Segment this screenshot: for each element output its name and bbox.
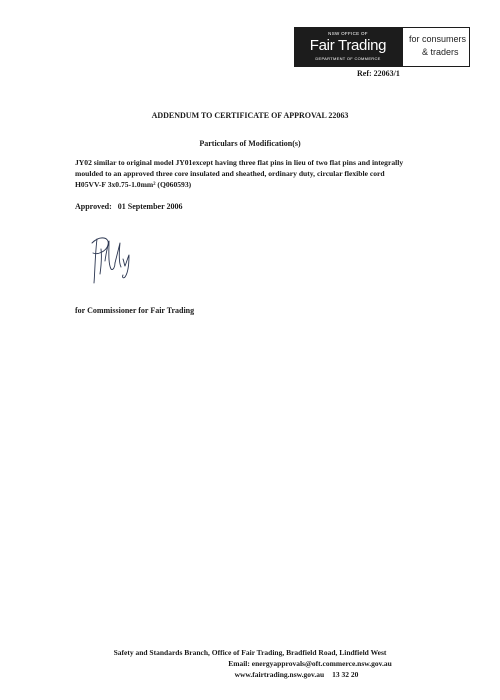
modification-description <box>75 157 465 190</box>
logo-main-text: Fair Trading <box>309 37 387 54</box>
footer-address: Safety and Standards Branch, Office of Fair Trading, Bradfield Road, Lindfield West <box>113 648 387 657</box>
footer-email: Email: energyapprovals@oft.commerce.nsw.gov.au <box>228 659 392 668</box>
handwritten-signature <box>88 233 138 285</box>
logo-top-text: NSW OFFICE OF <box>328 31 368 36</box>
footer-phone: 13 32 20 <box>332 670 359 679</box>
footer-contact <box>0 669 500 680</box>
logo-tagline-line1: for consumers <box>409 34 467 44</box>
logo-bottom-text: DEPARTMENT OF COMMERCE <box>315 56 381 61</box>
footer-website: www.fairtrading.nsw.gov.au <box>234 670 325 679</box>
description-line-2: moulded to an approved three core insulated and sheathed, ordinary duty, circular flexible cord <box>75 169 385 178</box>
signature-caption: for Commissioner for Fair Trading <box>75 306 195 315</box>
fair-trading-logo <box>294 27 470 67</box>
description-line-3: H05VV-F 3x0.75-1.0mm² (Q060593) <box>75 180 192 189</box>
document-title: ADDENDUM TO CERTIFICATE OF APPROVAL 22063 <box>151 111 349 120</box>
approved-date: 01 September 2006 <box>117 202 183 211</box>
logo-tagline-panel <box>402 27 470 67</box>
section-heading: Particulars of Modification(s) <box>199 139 301 148</box>
approval-line <box>75 202 182 211</box>
logo-tagline-line2: & traders <box>422 47 459 57</box>
description-line-1: JY02 similar to original model JY01except having three flat pins in lieu of two flat pins and integrally <box>75 158 404 167</box>
footer <box>0 647 500 680</box>
reference-number: Ref: 22063/1 <box>357 69 400 78</box>
approved-label: Approved: <box>75 202 112 211</box>
logo-dark-panel <box>294 27 402 67</box>
